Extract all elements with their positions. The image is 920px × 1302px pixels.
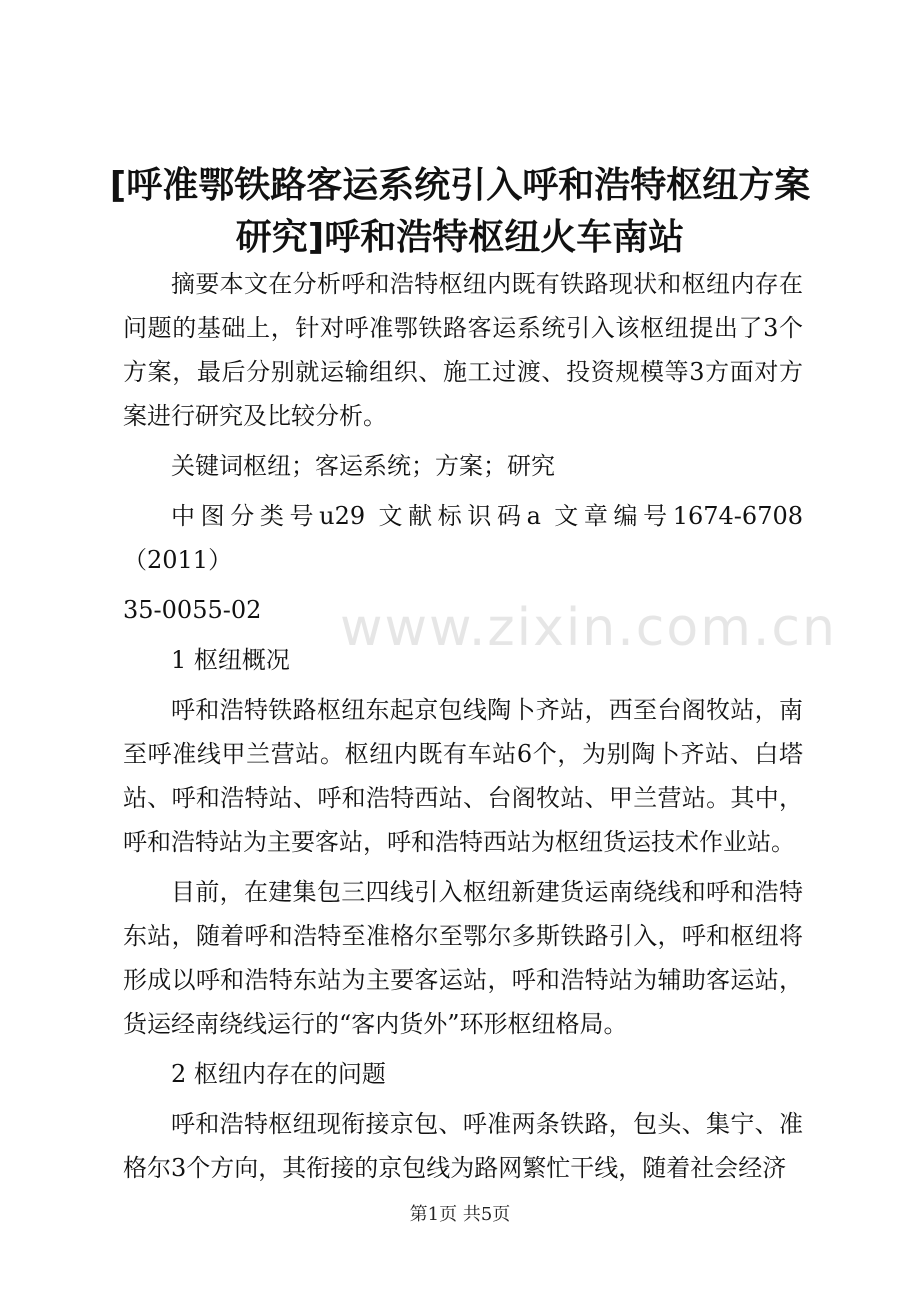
section-2-paragraph-1: 呼和浩特枢纽现衔接京包、呼准两条铁路，包头、集宁、准格尔3个方向，其衔接的京包线为路网繁忙干线，随着社会经济 <box>123 1110 803 1182</box>
classification-continuation: 35-0055-02 <box>123 596 262 624</box>
section-2-heading: 2 枢纽内存在的问题 <box>171 1060 386 1088</box>
watermark: www.zixin.com.cn <box>340 598 837 658</box>
classification-paragraph: 中图分类号u29 文献标识码a 文章编号1674-6708（2011） <box>123 502 803 574</box>
section-1-heading: 1 枢纽概况 <box>171 646 290 674</box>
keywords-paragraph: 关键词枢纽；客运系统；方案；研究 <box>171 452 555 480</box>
section-1-paragraph-1: 呼和浩特铁路枢纽东起京包线陶卜齐站，西至台阁牧站，南至呼准线甲兰营站。枢纽内既有车站6个，为别陶卜齐站、白塔站、呼和浩特站、呼和浩特西站、台阁牧站、甲兰营站。其中，呼和浩特站为主要客站，呼和浩特西站为枢纽货运技术作业站。 <box>123 696 803 856</box>
abstract-paragraph: 摘要本文在分析呼和浩特枢纽内既有铁路现状和枢纽内存在问题的基础上，针对呼准鄂铁路客运系统引入该枢纽提出了3个方案，最后分别就运输组织、施工过渡、投资规模等3方面对方案进行研究及比较分析。 <box>123 270 803 430</box>
section-1-paragraph-2: 目前，在建集包三四线引入枢纽新建货运南绕线和呼和浩特东站，随着呼和浩特至准格尔至鄂尔多斯铁路引入，呼和枢纽将形成以呼和浩特东站为主要客运站，呼和浩特站为辅助客运站，货运经南绕线运行的“客内货外”环形枢纽格局。 <box>123 878 803 1038</box>
document-body <box>123 262 803 1196</box>
page-footer: 第1页 共5页 <box>409 1204 511 1225</box>
document-title: [呼准鄂铁路客运系统引入呼和浩特枢纽方案研究]呼和浩特枢纽火车南站 <box>109 165 811 258</box>
